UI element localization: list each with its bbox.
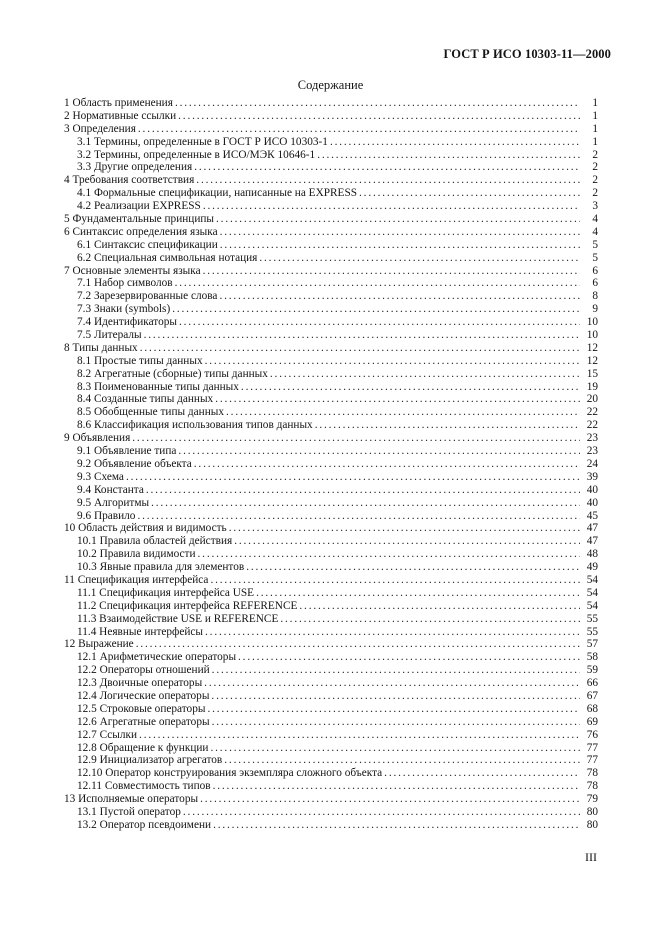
- toc-entry-label: 4.1 Формальные спецификации, написанные на EXPRESS: [77, 187, 358, 200]
- toc-entry-page: 55: [586, 625, 598, 638]
- toc-entry-label: 10.3 Явные правила для элементов: [77, 561, 245, 574]
- toc-entry-label: 7 Основные элементы языка: [64, 264, 201, 277]
- toc-entry-label: 6 Синтаксис определения языка: [64, 225, 218, 238]
- toc-entry-label: 3.3 Другие определения: [77, 161, 193, 174]
- toc-entry-label: 12.3 Двоичные операторы: [77, 677, 203, 690]
- toc-leader-dots: [211, 690, 580, 703]
- toc-entry-page: 2: [592, 148, 598, 161]
- toc-entry: [64, 561, 598, 574]
- toc-entry-page: 1: [592, 122, 598, 135]
- toc-leader-dots: [226, 406, 580, 419]
- toc-leader-dots: [241, 381, 580, 394]
- toc-entry: [64, 587, 598, 600]
- toc-entry: [64, 626, 598, 639]
- toc-entry: [64, 393, 598, 406]
- toc-leader-dots: [220, 239, 580, 252]
- toc-entry: [64, 303, 598, 316]
- toc-entry-label: 7.3 Знаки (symbols): [77, 303, 171, 316]
- toc-entry: [64, 664, 598, 677]
- toc-entry-page: 23: [586, 432, 598, 445]
- toc-entry-label: 6.2 Специальная символьная нотация: [77, 251, 258, 264]
- toc-entry-label: 12.4 Логические операторы: [77, 689, 210, 702]
- toc-entry: [64, 729, 598, 742]
- toc-entry: [64, 690, 598, 703]
- toc-leader-dots: [359, 187, 580, 200]
- toc-entry: [64, 445, 598, 458]
- toc-leader-dots: [212, 664, 580, 677]
- toc-leader-dots: [203, 265, 580, 278]
- toc-entry: [64, 342, 598, 355]
- toc-entry-page: 76: [586, 728, 598, 741]
- toc-entry-label: 13 Исполняемые операторы: [64, 793, 199, 806]
- toc-entry-label: 11.2 Спецификация интерфейса REFERENCE: [77, 599, 298, 612]
- toc-entry: [64, 522, 598, 535]
- toc-entry: [64, 613, 598, 626]
- toc-entry: [64, 767, 598, 780]
- toc-entry-page: 80: [586, 818, 598, 831]
- toc-leader-dots: [207, 703, 580, 716]
- toc-entry-page: 3: [592, 200, 598, 213]
- toc-leader-dots: [151, 497, 580, 510]
- toc-entry-page: 78: [586, 780, 598, 793]
- toc-leader-dots: [317, 149, 580, 162]
- toc-entry-label: 3.2 Термины, определенные в ИСО/МЭК 10646-1: [77, 148, 316, 161]
- toc-entry-label: 12.1 Арифметические операторы: [77, 651, 237, 664]
- toc-leader-dots: [238, 651, 580, 664]
- toc-entry-page: 77: [586, 741, 598, 754]
- toc-entry: [64, 458, 598, 471]
- toc-entry: [64, 200, 598, 213]
- toc-entry-page: 10: [586, 316, 598, 329]
- document-header: ГОСТ Р ИСО 10303-11—2000: [443, 47, 611, 61]
- toc-entry: [64, 329, 598, 342]
- toc-entry-label: 2 Нормативные ссылки: [64, 109, 177, 122]
- toc-entry-label: 13.2 Оператор псевдоимени: [77, 818, 212, 831]
- toc-entry-label: 8.2 Агрегатные (сборные) типы данных: [77, 367, 268, 380]
- toc-entry-page: 15: [586, 367, 598, 380]
- toc-leader-dots: [219, 290, 580, 303]
- toc-entry-label: 9.4 Константа: [77, 483, 144, 496]
- toc-leader-dots: [178, 110, 580, 123]
- toc-leader-dots: [299, 600, 580, 613]
- toc-leader-dots: [175, 277, 580, 290]
- table-of-contents: [64, 97, 598, 832]
- toc-leader-dots: [224, 754, 580, 767]
- toc-entry-page: 23: [586, 445, 598, 458]
- toc-entry-label: 9.6 Правило: [77, 509, 136, 522]
- toc-entry: [64, 780, 598, 793]
- toc-entry-page: 40: [586, 483, 598, 496]
- toc-entry: [64, 548, 598, 561]
- toc-entry: [64, 381, 598, 394]
- toc-entry: [64, 432, 598, 445]
- toc-leader-dots: [229, 522, 580, 535]
- toc-leader-dots: [175, 97, 580, 110]
- toc-entry-page: 47: [586, 522, 598, 535]
- toc-leader-dots: [213, 780, 580, 793]
- toc-leader-dots: [183, 806, 580, 819]
- toc-entry: [64, 265, 598, 278]
- toc-entry-page: 5: [592, 251, 598, 264]
- toc-entry-page: 79: [586, 793, 598, 806]
- toc-entry: [64, 819, 598, 832]
- toc-entry-page: 68: [586, 702, 598, 715]
- toc-leader-dots: [234, 535, 580, 548]
- toc-entry: [64, 213, 598, 226]
- toc-entry-page: 58: [586, 651, 598, 664]
- toc-leader-dots: [204, 677, 580, 690]
- toc-entry-label: 1 Область применения: [64, 97, 173, 109]
- toc-entry-label: 4 Требования соответствия: [64, 174, 195, 187]
- toc-entry-label: 6.1 Синтаксис спецификации: [77, 238, 218, 251]
- toc-entry-label: 11 Спецификация интерфейса: [64, 573, 209, 586]
- toc-entry-label: 4.2 Реализации EXPRESS: [77, 200, 201, 213]
- toc-leader-dots: [210, 742, 580, 755]
- toc-entry-label: 8.1 Простые типы данных: [77, 354, 203, 367]
- toc-entry-page: 69: [586, 715, 598, 728]
- toc-entry-page: 22: [586, 406, 598, 419]
- toc-leader-dots: [194, 161, 580, 174]
- toc-leader-dots: [126, 471, 580, 484]
- toc-entry: [64, 638, 598, 651]
- toc-entry-page: 12: [586, 354, 598, 367]
- toc-leader-dots: [146, 484, 580, 497]
- toc-leader-dots: [330, 136, 580, 149]
- toc-leader-dots: [215, 393, 580, 406]
- toc-entry-label: 12 Выражение: [64, 638, 134, 651]
- toc-leader-dots: [140, 342, 580, 355]
- toc-leader-dots: [216, 213, 580, 226]
- toc-entry-page: 1: [592, 109, 598, 122]
- toc-leader-dots: [200, 793, 580, 806]
- toc-entry-page: 9: [592, 303, 598, 316]
- toc-entry: [64, 497, 598, 510]
- toc-entry-label: 11.1 Спецификация интерфейса USE: [77, 586, 255, 599]
- toc-leader-dots: [198, 548, 580, 561]
- toc-entry-label: 8.4 Созданные типы данных: [77, 393, 214, 406]
- toc-entry-page: 54: [586, 599, 598, 612]
- toc-entry-page: 1: [592, 97, 598, 109]
- toc-entry-page: 80: [586, 805, 598, 818]
- toc-entry: [64, 651, 598, 664]
- toc-entry-page: 5: [592, 238, 598, 251]
- toc-leader-dots: [210, 574, 580, 587]
- toc-entry-label: 11.3 Взаимодействие USE и REFERENCE: [77, 612, 279, 625]
- toc-entry-page: 77: [586, 754, 598, 767]
- toc-entry: [64, 355, 598, 368]
- page-title: Содержание: [297, 78, 364, 92]
- toc-entry-label: 7.5 Литералы: [77, 329, 142, 342]
- toc-entry-page: 8: [592, 290, 598, 303]
- toc-entry-page: 54: [586, 586, 598, 599]
- toc-entry-page: 54: [586, 573, 598, 586]
- toc-entry: [64, 252, 598, 265]
- toc-entry-label: 3.1 Термины, определенные в ГОСТ Р ИСО 10303-1: [77, 135, 328, 148]
- toc-entry-label: 9 Объявления: [64, 432, 131, 445]
- toc-entry-label: 9.1 Объявление типа: [77, 445, 177, 458]
- toc-entry-page: 39: [586, 470, 598, 483]
- toc-entry: [64, 484, 598, 497]
- toc-leader-dots: [139, 729, 580, 742]
- toc-leader-dots: [212, 716, 580, 729]
- toc-entry: [64, 574, 598, 587]
- toc-entry: [64, 174, 598, 187]
- toc-entry: [64, 742, 598, 755]
- toc-entry-label: 8 Типы данных: [64, 341, 138, 354]
- toc-leader-dots: [132, 432, 580, 445]
- toc-leader-dots: [220, 226, 580, 239]
- toc-leader-dots: [246, 561, 580, 574]
- toc-entry-page: 19: [586, 380, 598, 393]
- toc-entry-page: 12: [586, 341, 598, 354]
- toc-entry-page: 10: [586, 329, 598, 342]
- toc-entry-label: 10 Область действия и видимость: [64, 522, 227, 535]
- toc-leader-dots: [194, 458, 580, 471]
- toc-entry-page: 6: [592, 264, 598, 277]
- toc-entry: [64, 226, 598, 239]
- toc-entry-page: 2: [592, 174, 598, 187]
- toc-entry-page: 40: [586, 496, 598, 509]
- toc-entry-label: 8.3 Поименованные типы данных: [77, 380, 239, 393]
- toc-entry-label: 12.5 Строковые операторы: [77, 702, 206, 715]
- toc-entry: [64, 316, 598, 329]
- toc-entry-page: 24: [586, 457, 598, 470]
- toc-leader-dots: [270, 368, 580, 381]
- toc-entry-label: 13.1 Пустой оператор: [77, 805, 181, 818]
- toc-entry-label: 9.2 Объявление объекта: [77, 457, 192, 470]
- toc-entry: [64, 290, 598, 303]
- toc-entry-page: 45: [586, 509, 598, 522]
- toc-entry: [64, 277, 598, 290]
- toc-entry: [64, 510, 598, 523]
- toc-entry-label: 7.4 Идентификаторы: [77, 316, 177, 329]
- toc-leader-dots: [256, 587, 580, 600]
- toc-entry: [64, 471, 598, 484]
- toc-entry-page: 57: [586, 638, 598, 651]
- toc-entry-label: 9.3 Схема: [77, 470, 124, 483]
- toc-entry: [64, 793, 598, 806]
- toc-entry: [64, 406, 598, 419]
- toc-entry-label: 8.5 Обобщенные типы данных: [77, 406, 225, 419]
- toc-leader-dots: [259, 252, 580, 265]
- toc-leader-dots: [384, 767, 580, 780]
- toc-leader-dots: [137, 510, 580, 523]
- toc-entry-label: 7.2 Зарезервированные слова: [77, 290, 218, 303]
- toc-entry-label: 7.1 Набор символов: [77, 277, 173, 290]
- toc-entry-page: 78: [586, 767, 598, 780]
- toc-entry-label: 12.2 Операторы отношений: [77, 664, 210, 677]
- toc-entry-page: 55: [586, 612, 598, 625]
- page-number: III: [585, 850, 597, 864]
- toc-leader-dots: [144, 329, 580, 342]
- toc-entry-label: 9.5 Алгоритмы: [77, 496, 150, 509]
- toc-entry: [64, 535, 598, 548]
- toc-entry-label: 12.7 Ссылки: [77, 728, 138, 741]
- toc-entry: [64, 703, 598, 716]
- toc-leader-dots: [213, 819, 580, 832]
- toc-leader-dots: [205, 626, 580, 639]
- toc-entry-label: 8.6 Классификация использования типов данных: [77, 419, 313, 432]
- toc-entry: [64, 239, 598, 252]
- toc-entry-label: 12.9 Инициализатор агрегатов: [77, 754, 223, 767]
- toc-entry-page: 67: [586, 689, 598, 702]
- toc-entry-page: 20: [586, 393, 598, 406]
- toc-entry-page: 1: [592, 135, 598, 148]
- toc-leader-dots: [205, 355, 580, 368]
- toc-leader-dots: [138, 123, 580, 136]
- toc-leader-dots: [315, 419, 580, 432]
- toc-entry-page: 2: [592, 161, 598, 174]
- toc-entry-page: 49: [586, 561, 598, 574]
- toc-entry-page: 59: [586, 664, 598, 677]
- toc-entry: [64, 136, 598, 149]
- toc-entry-label: 12.11 Совместимость типов: [77, 780, 211, 793]
- toc-leader-dots: [172, 303, 580, 316]
- toc-entry: [64, 368, 598, 381]
- toc-leader-dots: [136, 638, 580, 651]
- toc-leader-dots: [203, 200, 580, 213]
- toc-entry-page: 6: [592, 277, 598, 290]
- toc-leader-dots: [196, 174, 580, 187]
- toc-entry: [64, 419, 598, 432]
- toc-entry-label: 10.2 Правила видимости: [77, 548, 196, 561]
- toc-entry: [64, 716, 598, 729]
- toc-entry: [64, 110, 598, 123]
- toc-entry: [64, 806, 598, 819]
- toc-entry-page: 47: [586, 535, 598, 548]
- toc-entry-page: 66: [586, 677, 598, 690]
- toc-leader-dots: [179, 316, 580, 329]
- toc-entry-label: 12.10 Оператор конструирования экземпляра сложного объекта: [77, 767, 383, 780]
- toc-entry-page: 48: [586, 548, 598, 561]
- toc-entry-page: 4: [592, 225, 598, 238]
- toc-entry-label: 11.4 Неявные интерфейсы: [77, 625, 204, 638]
- toc-entry: [64, 149, 598, 162]
- toc-entry: [64, 600, 598, 613]
- toc-entry: [64, 677, 598, 690]
- toc-entry: [64, 754, 598, 767]
- toc-entry-label: 12.8 Обращение к функции: [77, 741, 209, 754]
- toc-entry-label: 12.6 Агрегатные операторы: [77, 715, 210, 728]
- toc-entry-label: 3 Определения: [64, 122, 136, 135]
- toc-entry: [64, 123, 598, 136]
- toc-entry-page: 2: [592, 187, 598, 200]
- toc-entry-label: 10.1 Правила областей действия: [77, 535, 233, 548]
- toc-entry-label: 5 Фундаментальные принципы: [64, 213, 215, 226]
- toc-leader-dots: [178, 445, 580, 458]
- toc-entry-page: 22: [586, 419, 598, 432]
- toc-entry-page: 4: [592, 213, 598, 226]
- toc-entry: [64, 161, 598, 174]
- toc-entry: [64, 187, 598, 200]
- toc-entry: [64, 97, 598, 110]
- toc-leader-dots: [280, 613, 580, 626]
